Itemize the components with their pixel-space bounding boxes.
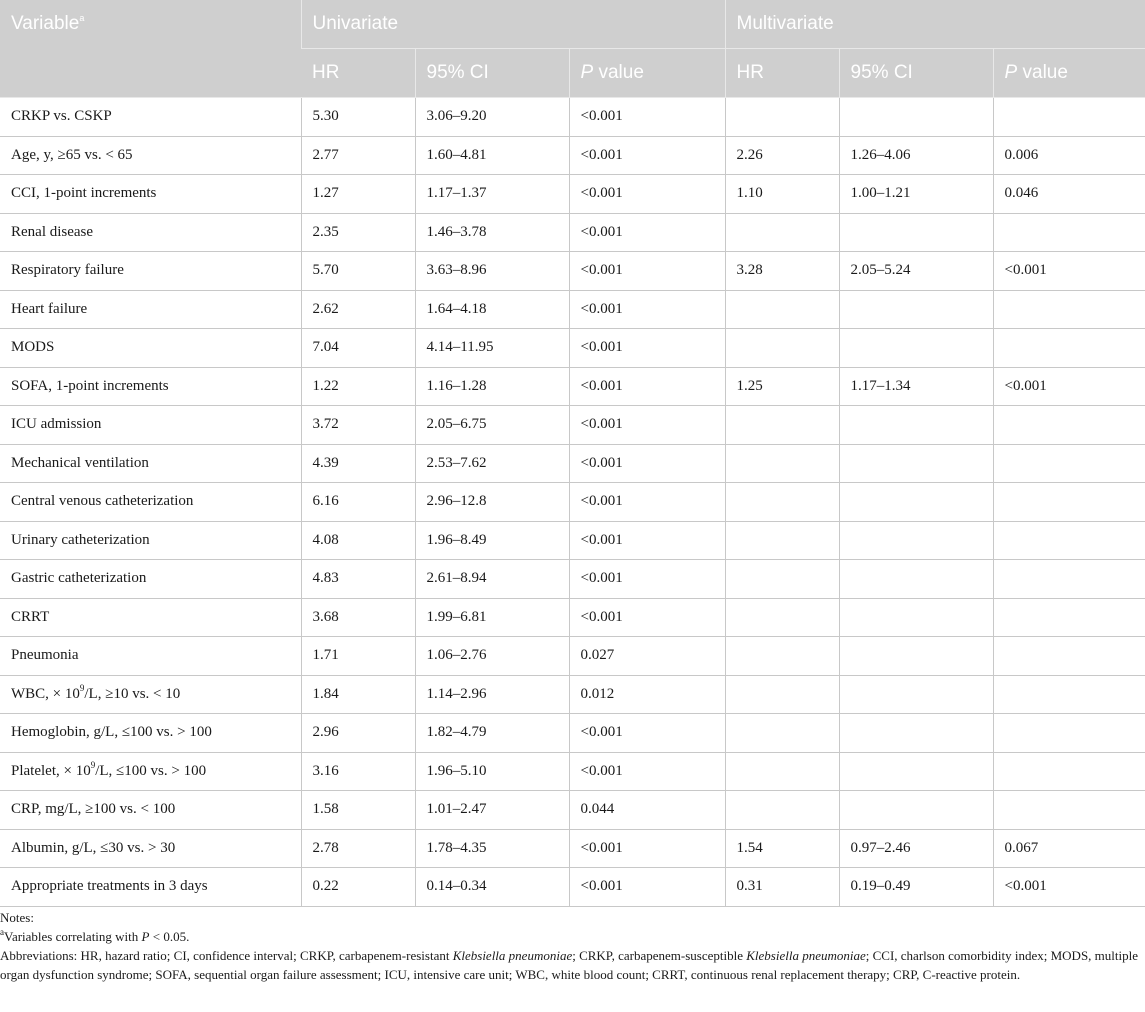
cell-uni-hr: 6.16 — [301, 483, 415, 522]
table-row — [0, 136, 1145, 175]
cell-multi-hr — [725, 444, 839, 483]
table-row — [0, 791, 1145, 830]
cell-multi-hr: 1.54 — [725, 829, 839, 868]
cell-variable: Central venous catheterization — [0, 483, 301, 522]
cell-multi-hr — [725, 714, 839, 753]
cell-variable: Gastric catheterization — [0, 560, 301, 599]
cell-multi-ci — [839, 752, 993, 791]
table-row — [0, 367, 1145, 406]
cell-multi-p: <0.001 — [993, 868, 1145, 907]
cell-multi-p: 0.006 — [993, 136, 1145, 175]
abbreviations-note: Abbreviations: HR, hazard ratio; CI, confidence interval; CRKP, carbapenem-resistant Klebsiella pneumoniae; CRKP, carbapenem-susceptible Klebsiella pneumoniae; CCI, charlson comorbidity index; MODS, multiple organ dysfunction syndrome; SOFA, sequential organ failure assessment; ICU, intensive care unit; WBC, white blood count; CRRT, continuous renal replacement therapy; CRP, C-reactive protein. — [0, 948, 1139, 982]
table-row — [0, 483, 1145, 522]
cell-uni-ci: 3.06–9.20 — [415, 98, 569, 137]
header-univariate: Univariate — [301, 0, 725, 49]
cell-multi-hr — [725, 637, 839, 676]
table-body — [0, 98, 1145, 907]
cell-multi-ci — [839, 444, 993, 483]
cell-variable: SOFA, 1-point increments — [0, 367, 301, 406]
cell-variable: CRKP vs. CSKP — [0, 98, 301, 137]
cell-multi-p — [993, 444, 1145, 483]
cell-uni-ci: 2.61–8.94 — [415, 560, 569, 599]
cell-multi-p — [993, 98, 1145, 137]
cell-multi-hr — [725, 329, 839, 368]
cell-variable: Platelet, × $10^9/L$, ≤100 vs. > 100 — [0, 752, 301, 791]
note-a: $^a$Variables correlating with P < 0.05. — [0, 926, 190, 944]
cell-multi-ci: 1.26–4.06 — [839, 136, 993, 175]
cell-uni-p: <0.001 — [569, 868, 725, 907]
cell-multi-p — [993, 598, 1145, 637]
table-row — [0, 829, 1145, 868]
notes-heading: Notes: — [0, 910, 34, 925]
cell-uni-hr: 3.72 — [301, 406, 415, 445]
cell-uni-ci: 1.14–2.96 — [415, 675, 569, 714]
cell-multi-p — [993, 406, 1145, 445]
cell-uni-ci: 4.14–11.95 — [415, 329, 569, 368]
table-row — [0, 290, 1145, 329]
cell-uni-ci: 1.60–4.81 — [415, 136, 569, 175]
cell-variable: CCI, 1-point increments — [0, 175, 301, 214]
cell-multi-hr — [725, 598, 839, 637]
cell-variable: Renal disease — [0, 213, 301, 252]
cell-uni-ci: 0.14–0.34 — [415, 868, 569, 907]
cell-multi-ci: 1.00–1.21 — [839, 175, 993, 214]
cell-multi-p — [993, 329, 1145, 368]
header-multi-hr: HR — [725, 49, 839, 98]
cell-uni-p: 0.012 — [569, 675, 725, 714]
cell-uni-hr: 1.71 — [301, 637, 415, 676]
cell-variable: Age, y, ≥65 vs. < 65 — [0, 136, 301, 175]
cell-multi-hr — [725, 213, 839, 252]
table-row — [0, 406, 1145, 445]
cell-multi-ci — [839, 598, 993, 637]
cell-variable: Heart failure — [0, 290, 301, 329]
cell-uni-p: <0.001 — [569, 752, 725, 791]
cell-multi-hr — [725, 290, 839, 329]
cell-uni-hr: 1.22 — [301, 367, 415, 406]
cell-uni-hr: 3.16 — [301, 752, 415, 791]
cell-variable: Hemoglobin, g/L, ≤100 vs. > 100 — [0, 714, 301, 753]
header-uni-ci: 95% CI — [415, 49, 569, 98]
cell-uni-ci: 1.46–3.78 — [415, 213, 569, 252]
cell-uni-ci: 1.96–8.49 — [415, 521, 569, 560]
cell-multi-ci — [839, 406, 993, 445]
table-notes — [0, 908, 1140, 984]
cell-variable: MODS — [0, 329, 301, 368]
header-multi-p: P value — [993, 49, 1145, 98]
cell-uni-hr: 4.39 — [301, 444, 415, 483]
cell-multi-hr: 3.28 — [725, 252, 839, 291]
cell-multi-p — [993, 521, 1145, 560]
table-row — [0, 598, 1145, 637]
cell-variable: WBC, × $10^9/L$, ≥10 vs. < 10 — [0, 675, 301, 714]
table-row — [0, 521, 1145, 560]
cell-multi-hr — [725, 675, 839, 714]
cell-uni-hr: 0.22 — [301, 868, 415, 907]
table-row — [0, 98, 1145, 137]
cell-uni-p: <0.001 — [569, 714, 725, 753]
cell-uni-hr: 1.58 — [301, 791, 415, 830]
cell-multi-ci — [839, 290, 993, 329]
cell-multi-ci: 0.19–0.49 — [839, 868, 993, 907]
cell-multi-p — [993, 791, 1145, 830]
cell-multi-ci: 2.05–5.24 — [839, 252, 993, 291]
cell-multi-hr — [725, 560, 839, 599]
cell-multi-hr: 0.31 — [725, 868, 839, 907]
cell-variable: Mechanical ventilation — [0, 444, 301, 483]
table-row — [0, 560, 1145, 599]
table-row — [0, 213, 1145, 252]
cell-uni-hr: 1.84 — [301, 675, 415, 714]
cell-uni-ci: 2.53–7.62 — [415, 444, 569, 483]
table-row — [0, 675, 1145, 714]
cell-uni-ci: 1.82–4.79 — [415, 714, 569, 753]
cell-multi-hr: 1.25 — [725, 367, 839, 406]
cell-multi-ci — [839, 213, 993, 252]
cell-multi-p — [993, 752, 1145, 791]
cell-uni-p: <0.001 — [569, 598, 725, 637]
cell-uni-p: <0.001 — [569, 444, 725, 483]
cell-variable: Pneumonia — [0, 637, 301, 676]
table-row — [0, 868, 1145, 907]
cell-uni-hr: 2.35 — [301, 213, 415, 252]
cell-uni-p: <0.001 — [569, 136, 725, 175]
cell-uni-p: <0.001 — [569, 560, 725, 599]
cell-multi-ci: 1.17–1.34 — [839, 367, 993, 406]
cell-multi-hr: 2.26 — [725, 136, 839, 175]
header-multi-ci: 95% CI — [839, 49, 993, 98]
header-multivariate: Multivariate — [725, 0, 1145, 49]
cell-uni-hr: 4.08 — [301, 521, 415, 560]
header-row-groups — [0, 0, 1145, 49]
cell-uni-hr: 2.96 — [301, 714, 415, 753]
header-variable: Variable$^a$ — [0, 0, 301, 98]
table-row — [0, 714, 1145, 753]
cell-uni-p: <0.001 — [569, 483, 725, 522]
cell-multi-ci — [839, 521, 993, 560]
cell-multi-p: <0.001 — [993, 252, 1145, 291]
cell-uni-ci: 1.01–2.47 — [415, 791, 569, 830]
cell-uni-hr: 2.62 — [301, 290, 415, 329]
cell-uni-hr: 2.78 — [301, 829, 415, 868]
cell-variable: Appropriate treatments in 3 days — [0, 868, 301, 907]
cell-multi-hr — [725, 483, 839, 522]
cell-multi-hr: 1.10 — [725, 175, 839, 214]
cell-multi-hr — [725, 521, 839, 560]
cell-multi-p — [993, 560, 1145, 599]
cell-multi-hr — [725, 98, 839, 137]
cell-uni-hr: 5.30 — [301, 98, 415, 137]
cell-variable: Respiratory failure — [0, 252, 301, 291]
table-row — [0, 175, 1145, 214]
cell-uni-ci: 2.96–12.8 — [415, 483, 569, 522]
cell-uni-hr: 2.77 — [301, 136, 415, 175]
cell-multi-p — [993, 483, 1145, 522]
cell-multi-hr — [725, 752, 839, 791]
cell-multi-ci — [839, 98, 993, 137]
cell-uni-p: 0.044 — [569, 791, 725, 830]
cell-multi-ci — [839, 675, 993, 714]
cell-uni-ci: 1.99–6.81 — [415, 598, 569, 637]
table-row — [0, 329, 1145, 368]
cell-uni-ci: 2.05–6.75 — [415, 406, 569, 445]
cell-uni-hr: 4.83 — [301, 560, 415, 599]
table-row — [0, 637, 1145, 676]
cell-variable: ICU admission — [0, 406, 301, 445]
cell-uni-p: <0.001 — [569, 213, 725, 252]
cell-multi-p: <0.001 — [993, 367, 1145, 406]
cell-uni-ci: 1.78–4.35 — [415, 829, 569, 868]
cell-multi-ci — [839, 637, 993, 676]
table-row — [0, 252, 1145, 291]
cell-uni-p: 0.027 — [569, 637, 725, 676]
cell-uni-p: <0.001 — [569, 521, 725, 560]
cell-multi-p: 0.067 — [993, 829, 1145, 868]
cell-uni-hr: 3.68 — [301, 598, 415, 637]
cell-uni-ci: 1.17–1.37 — [415, 175, 569, 214]
cell-multi-ci — [839, 483, 993, 522]
cell-uni-p: <0.001 — [569, 406, 725, 445]
cell-variable: Urinary catheterization — [0, 521, 301, 560]
cell-multi-ci — [839, 560, 993, 599]
cell-uni-p: <0.001 — [569, 175, 725, 214]
cell-multi-p — [993, 290, 1145, 329]
table-row — [0, 752, 1145, 791]
cell-uni-p: <0.001 — [569, 367, 725, 406]
cell-multi-p: 0.046 — [993, 175, 1145, 214]
cell-multi-ci — [839, 791, 993, 830]
cell-uni-ci: 1.64–4.18 — [415, 290, 569, 329]
cell-uni-p: <0.001 — [569, 329, 725, 368]
cell-multi-ci: 0.97–2.46 — [839, 829, 993, 868]
cell-uni-p: <0.001 — [569, 290, 725, 329]
cell-variable: CRRT — [0, 598, 301, 637]
cell-uni-hr: 1.27 — [301, 175, 415, 214]
cell-uni-p: <0.001 — [569, 252, 725, 291]
cell-multi-p — [993, 637, 1145, 676]
cell-multi-hr — [725, 406, 839, 445]
cell-multi-p — [993, 714, 1145, 753]
cell-uni-ci: 1.06–2.76 — [415, 637, 569, 676]
cell-multi-p — [993, 213, 1145, 252]
cell-variable: CRP, mg/L, ≥100 vs. < 100 — [0, 791, 301, 830]
cell-multi-p — [993, 675, 1145, 714]
cell-variable: Albumin, g/L, ≤30 vs. > 30 — [0, 829, 301, 868]
cell-uni-hr: 5.70 — [301, 252, 415, 291]
table-row — [0, 444, 1145, 483]
cell-uni-hr: 7.04 — [301, 329, 415, 368]
header-uni-p: P value — [569, 49, 725, 98]
cell-uni-p: <0.001 — [569, 829, 725, 868]
cell-multi-ci — [839, 714, 993, 753]
cell-multi-hr — [725, 791, 839, 830]
cell-multi-ci — [839, 329, 993, 368]
header-uni-hr: HR — [301, 49, 415, 98]
cell-uni-p: <0.001 — [569, 98, 725, 137]
cell-uni-ci: 3.63–8.96 — [415, 252, 569, 291]
cell-uni-ci: 1.16–1.28 — [415, 367, 569, 406]
cell-uni-ci: 1.96–5.10 — [415, 752, 569, 791]
